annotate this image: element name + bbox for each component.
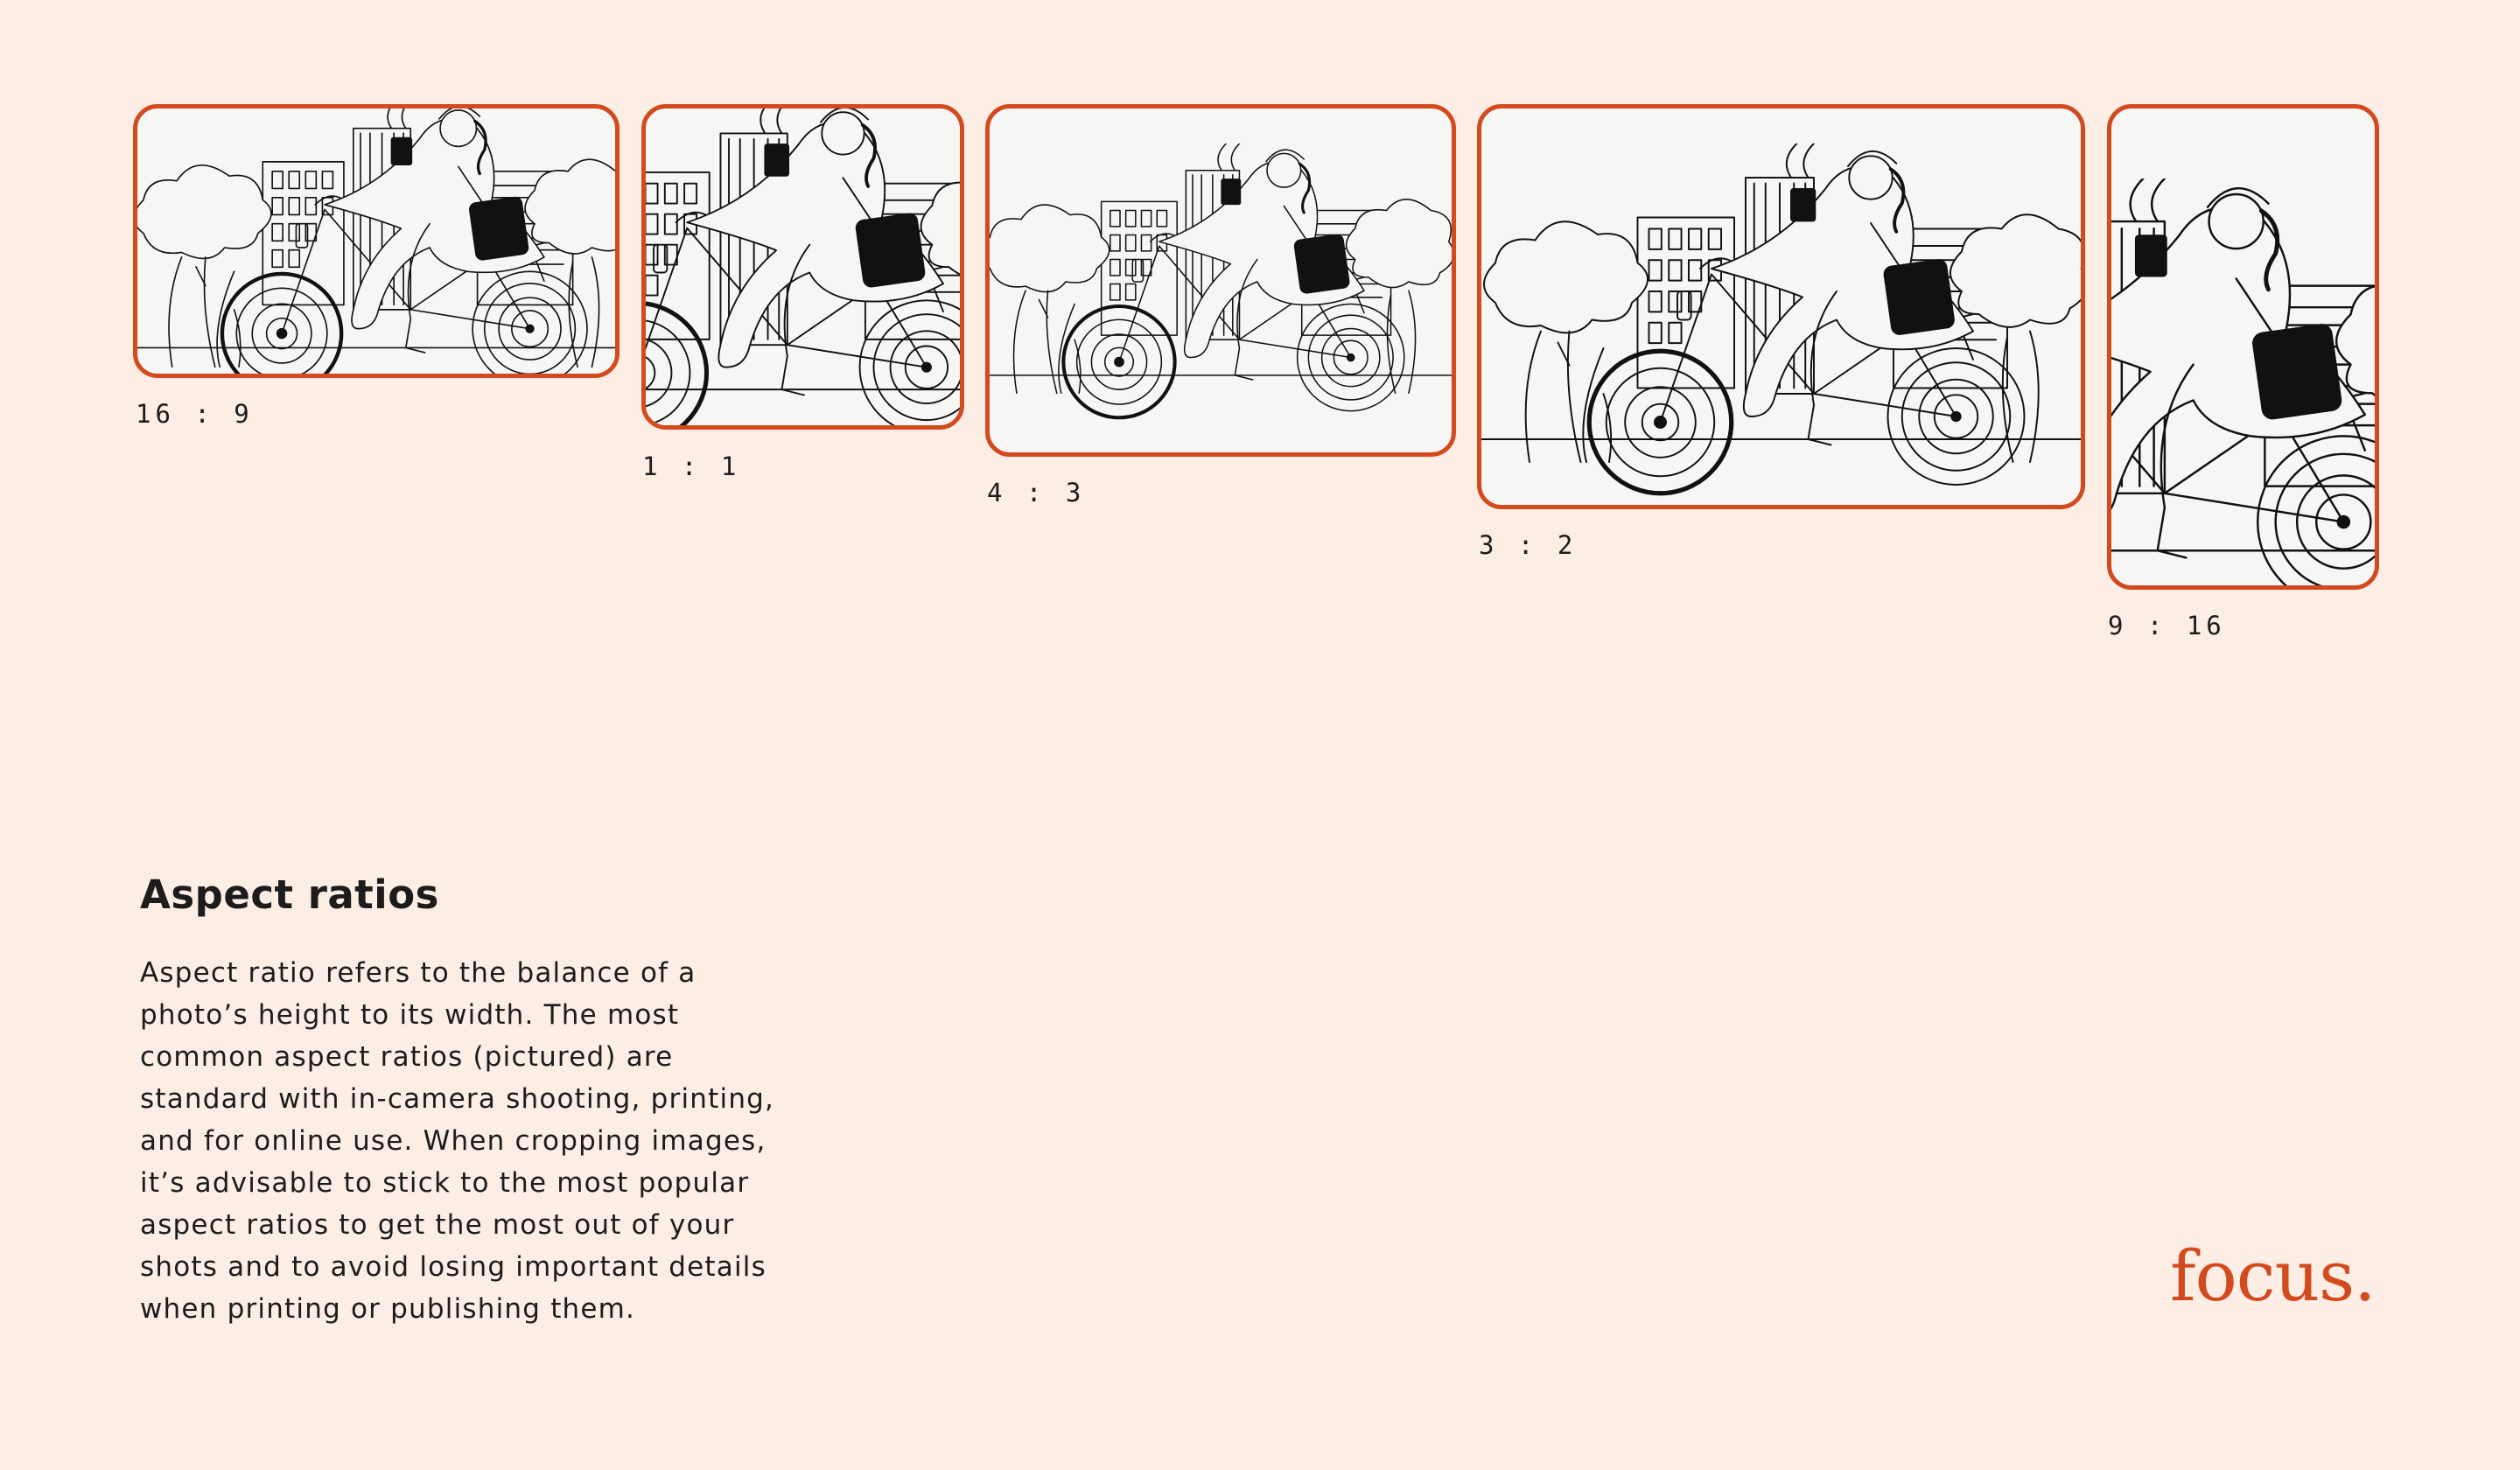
- section-description: Aspect ratio refers to the balance of a photo’s height to its width. The most common aspect ratios (pictured) are standard with in-camera shooting, printing, and for online use. When cropping images, it’s advisable to stick to the most popular aspect ratios to get the most out of your shots and to avoid losing important details when printing or publishing them.: [140, 957, 775, 1325]
- aspect-label-3-2: 3 : 2: [1479, 530, 1578, 560]
- aspect-frame-3-2: [1477, 104, 2085, 509]
- aspect-frame-1-1: [641, 104, 964, 430]
- section-title: Aspect ratios: [140, 872, 439, 918]
- bicycle-illustration-icon: [1477, 144, 2085, 496]
- aspect-label-4-3: 4 : 3: [987, 478, 1086, 508]
- aspect-label-16-9: 16 : 9: [136, 399, 254, 429]
- aspect-frame-4-3: [985, 104, 1456, 457]
- bicycle-illustration-icon: [641, 104, 964, 430]
- aspect-label-1-1: 1 : 1: [642, 452, 741, 481]
- aspect-frame-16-9: [133, 104, 620, 378]
- bicycle-illustration-icon: [133, 104, 620, 378]
- aspect-frame-9-16: [2107, 104, 2379, 590]
- focus-logo: focus.: [2170, 1236, 2376, 1317]
- bicycle-illustration-icon: [2107, 178, 2379, 590]
- aspect-label-9-16: 9 : 16: [2108, 611, 2226, 640]
- bicycle-illustration-icon: [985, 144, 1456, 420]
